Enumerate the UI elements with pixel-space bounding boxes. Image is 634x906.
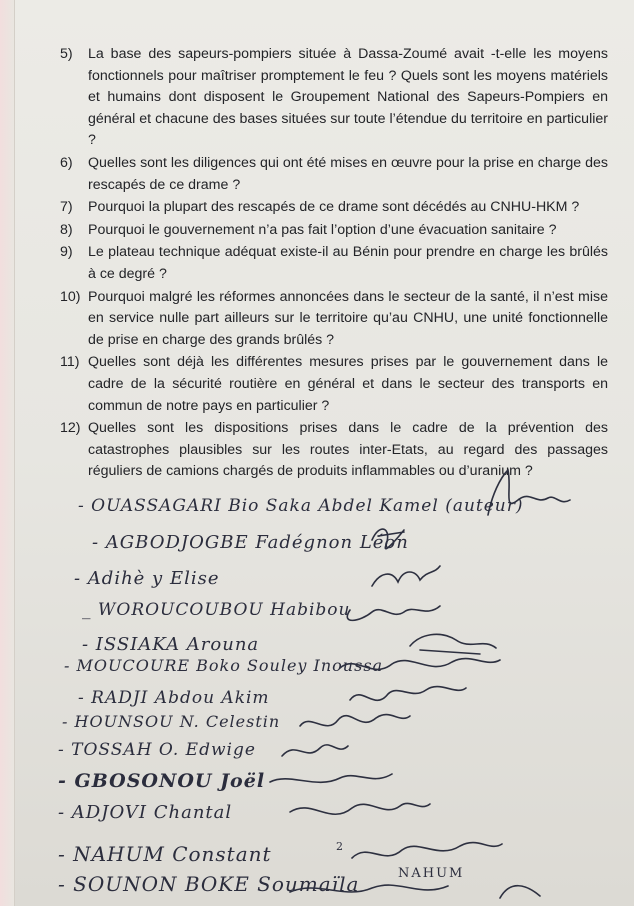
question-text: Pourquoi la plupart des rescapés de ce drame sont décédés au CNHU-HKM ?: [88, 199, 580, 216]
signatory-name: - OUASSAGARI Bio Saka Abdel Kamel (auteur): [78, 496, 524, 516]
signature-4: [410, 634, 496, 654]
question-number: 6): [60, 154, 73, 171]
superscript-mark: 2: [336, 840, 344, 853]
signatory-name: _ WOROUCOUBOU Habibou: [82, 600, 351, 620]
signatory-name: - Adihè y Elise: [74, 568, 220, 589]
signatory-name: - ADJOVI Chantal: [58, 802, 233, 823]
question-text: Le plateau technique adéquat existe-il au Bénin pour prendre en charge les brûlés à ce degré ?: [88, 244, 608, 282]
question-text: Quelles sont les diligences qui ont été mises en œuvre pour la prise en charge des rescapés de ce drame ?: [88, 154, 608, 193]
signature-6: [350, 687, 466, 701]
signature-11: [352, 843, 502, 858]
signature-5: [340, 659, 500, 670]
signature-12: [290, 885, 540, 898]
stamp-text: NAHUM: [398, 866, 465, 881]
signatory-name: - SOUNON BOKE Soumaïla: [58, 872, 360, 896]
signatory-name: - TOSSAH O. Edwige: [58, 740, 256, 760]
question-text: Pourquoi le gouvernement n’a pas fait l’option d’une évacuation sanitaire ?: [88, 221, 557, 238]
signatory-name: - AGBODJOGBE Fadégnon Léon: [92, 532, 409, 553]
question-text: La base des sapeurs-pompiers située à Dassa-Zoumé avait -t-elle les moyens fonctionnels pour maîtriser promptement le feu ? Quels sont les moyens matériels et humains dont disposent le Groupement National des Sapeurs-Pompiers en général et chacune des bases situées sur toute l’étendue du territoire en particulier ?: [88, 46, 608, 149]
question-number: 8): [60, 221, 73, 238]
question-text: Pourquoi malgré les réformes annoncées dans le secteur de la santé, il n’est mise en service nulle part ailleurs sur le territoire qu’au CNHU, une unité fonctionnelle de prise en charge des grands brûlés ?: [88, 288, 608, 348]
signatory-name: - RADJI Abdou Akim: [78, 688, 270, 708]
signature-9: [270, 774, 392, 782]
signature-3: [347, 606, 440, 620]
signatory-name: - ISSIAKA Arouna: [82, 634, 260, 655]
signature-2: [372, 566, 440, 586]
signatory-name: - HOUNSOU N. Celestin: [62, 712, 281, 731]
question-number: 12): [60, 420, 81, 437]
signature-10: [290, 803, 430, 814]
signatory-name: - GBOSONOU Joël: [58, 770, 266, 792]
signature-1: [372, 529, 404, 549]
question-number: 10): [60, 288, 81, 305]
signature-7: [300, 715, 410, 726]
question-number: 7): [60, 199, 73, 216]
question-number: 9): [60, 244, 73, 261]
signature-8: [282, 745, 348, 756]
signature-0: [488, 470, 570, 515]
signatory-name: - MOUCOURE Boko Souley Inoussa: [64, 656, 384, 675]
question-text: Quelles sont déjà les différentes mesures prises par le gouvernement dans le cadre de la sécurité routière en général et dans le secteur des transports en commun de notre pays en particulier ?: [88, 354, 608, 414]
signatory-name: - NAHUM Constant: [58, 842, 272, 866]
question-number: 11): [60, 354, 80, 371]
question-text: Quelles sont les dispositions prises dans le cadre de la prévention des catastrophes plausibles sur les routes inter-Etats, au regard des passages réguliers de camions chargés de produits inflammables ou d’uranium ?: [88, 420, 608, 480]
question-number: 5): [60, 46, 73, 62]
